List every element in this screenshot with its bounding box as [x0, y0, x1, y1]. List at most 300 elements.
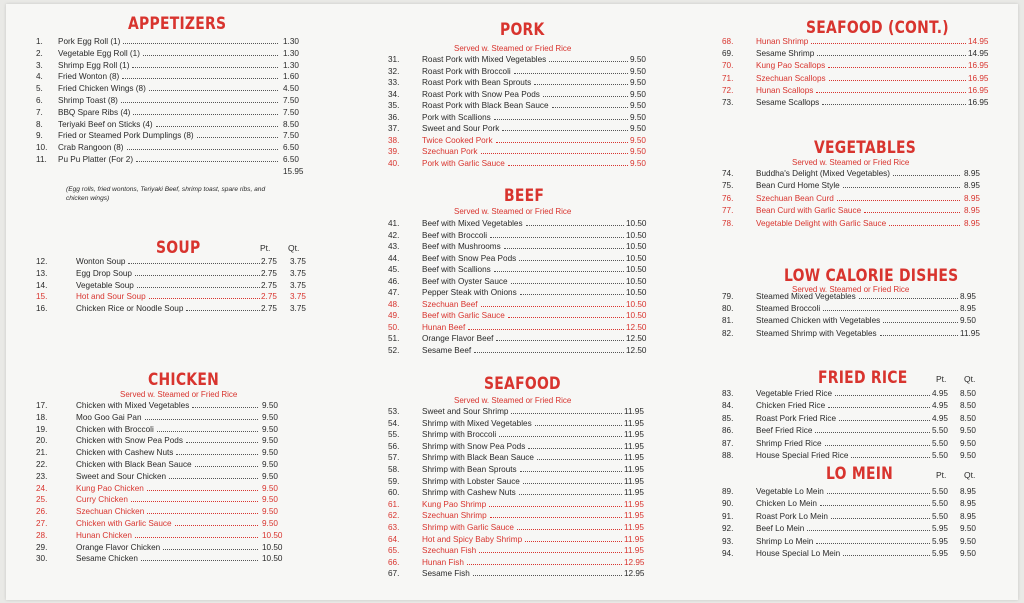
item-number: 32. — [388, 66, 400, 76]
dot-leader — [147, 513, 258, 514]
item-name: Hunan Chicken — [76, 530, 132, 540]
item-price-pint: 5.95 — [932, 524, 948, 534]
item-name: Shrimp Toast (8) — [58, 95, 118, 105]
item-name: Steamed Chicken with Vegetables — [756, 316, 881, 326]
item-name: Roast Pork with Bean Sprouts — [422, 78, 532, 87]
menu-item-row — [388, 66, 653, 78]
item-price: 8.95 — [960, 304, 976, 314]
item-price: 8.95 — [964, 181, 980, 191]
item-number: 64. — [388, 534, 400, 544]
menu-item-row — [388, 499, 653, 511]
item-price: 11.95 — [624, 453, 644, 463]
item-price: 8.95 — [964, 218, 980, 228]
item-price-quart: 8.95 — [960, 511, 976, 521]
item-number: 30. — [36, 554, 48, 564]
item-name: Kung Pao Scallops — [756, 61, 826, 71]
item-price: 9.50 — [262, 507, 278, 517]
item-name: Sweet and Sour Chicken — [76, 471, 167, 481]
item-number: 48. — [388, 299, 400, 309]
item-name: Shrimp Fried Rice — [756, 438, 822, 448]
menu-item-row — [36, 268, 316, 280]
item-number: 22. — [36, 459, 48, 469]
vegetables-subtitle: Served w. Steamed or Fried Rice — [792, 158, 910, 167]
item-price: 9.50 — [630, 135, 646, 145]
item-name: Chicken with Black Bean Sauce — [76, 459, 192, 469]
menu-item-row — [722, 413, 997, 425]
item-number: 83. — [722, 389, 734, 398]
menu-item-row — [388, 406, 653, 418]
menu-item-row — [388, 429, 653, 441]
item-price: 11.95 — [624, 488, 644, 498]
item-number: 89. — [722, 487, 734, 496]
item-price: 7.50 — [283, 95, 299, 105]
item-number: 6. — [36, 95, 43, 105]
item-name: Szechuan Scallops — [756, 73, 826, 83]
item-name: Steamed Mixed Vegetables — [756, 292, 856, 301]
item-price: 7.50 — [283, 107, 299, 117]
item-number: 52. — [388, 345, 400, 355]
item-number: 87. — [722, 438, 734, 448]
item-price: 14.95 — [968, 37, 989, 46]
beef-subtitle: Served w. Steamed or Fried Rice — [454, 207, 572, 216]
item-number: 50. — [388, 322, 400, 332]
item-price-pint: 2.75 — [261, 268, 277, 278]
menu-item-row — [388, 146, 653, 158]
menu-item-row — [36, 107, 306, 119]
item-price: 10.50 — [626, 219, 647, 228]
item-name: Pork with Scallions — [422, 112, 491, 122]
item-name: Chicken with Garlic Sauce — [76, 518, 172, 528]
item-name: Wonton Soup — [76, 257, 126, 266]
item-number: 46. — [388, 276, 400, 286]
item-price: 8.95 — [960, 292, 976, 301]
soup-pt-header: Pt. — [260, 243, 271, 253]
item-number: 71. — [722, 73, 734, 83]
dot-leader — [825, 445, 930, 446]
menu-item-row — [36, 483, 316, 495]
item-name: Roast Pork Fried Rice — [756, 413, 837, 423]
item-name: Shrimp with Black Bean Sauce — [422, 453, 534, 463]
seafood-subtitle: Served w. Steamed or Fried Rice — [454, 396, 572, 405]
item-number: 73. — [722, 97, 734, 107]
item-number: 65. — [388, 546, 400, 556]
item-number: 69. — [722, 49, 734, 59]
menu-item-row — [722, 205, 997, 217]
item-price: 8.95 — [964, 193, 980, 203]
dot-leader — [494, 271, 624, 272]
item-price: 12.95 — [624, 569, 645, 579]
dot-leader — [197, 137, 278, 138]
menu-item-row — [36, 48, 306, 60]
menu-item-row — [388, 557, 653, 569]
dot-leader — [811, 43, 966, 44]
item-name: Roast Pork with Broccoli — [422, 66, 511, 76]
item-price: 11.95 — [624, 430, 644, 440]
dot-leader — [149, 90, 278, 91]
menu-item-row — [36, 412, 316, 424]
menu-item-row — [722, 425, 997, 437]
item-name: Crab Rangoon (8) — [58, 143, 124, 153]
item-name: Egg Drop Soup — [76, 268, 132, 278]
item-number: 7. — [36, 107, 43, 117]
menu-item-row — [36, 71, 306, 83]
item-name: House Special Lo Mein — [756, 548, 841, 558]
item-name: Shrimp with Snow Pea Pods — [422, 441, 526, 451]
pork-list — [388, 54, 653, 169]
item-name: Curry Chicken — [76, 495, 128, 505]
item-name: Hunan Beef — [422, 322, 466, 332]
menu-item-row — [36, 471, 316, 483]
item-name: Beef with Garlic Sauce — [422, 311, 505, 320]
item-number: 63. — [388, 522, 400, 532]
menu-item-row — [722, 85, 997, 97]
item-name: Szechuan Fish — [422, 546, 477, 556]
menu-item-row — [722, 48, 997, 60]
menu-item-row — [36, 530, 316, 542]
menu-item-row — [722, 193, 997, 205]
menu-item-row — [36, 494, 316, 506]
item-number: 13. — [36, 268, 48, 278]
item-price-quart: 9.50 — [960, 548, 976, 558]
item-number: 31. — [388, 55, 400, 64]
item-price-pint: 2.75 — [261, 280, 277, 290]
menu-item-row — [388, 230, 653, 242]
dot-leader — [137, 287, 260, 288]
dot-leader — [820, 505, 930, 506]
item-number: 38. — [388, 135, 400, 145]
item-name: Roast Pork with Black Bean Sauce — [422, 101, 549, 110]
item-name: Steamed Broccoli — [756, 304, 821, 314]
fried-rice-list — [722, 388, 997, 462]
item-price: 1.30 — [283, 37, 299, 46]
dot-leader — [883, 322, 958, 323]
dot-leader — [135, 537, 258, 538]
menu-item-row — [36, 60, 306, 72]
dot-leader — [496, 340, 624, 341]
item-number: 27. — [36, 518, 48, 528]
item-name: Roast Pork with Snow Pea Pods — [422, 89, 540, 99]
item-price: 11.95 — [624, 464, 644, 474]
lo-mein-pt-header: Pt. — [936, 470, 947, 480]
item-price: 16.95 — [968, 85, 989, 95]
item-number: 18. — [36, 412, 48, 422]
menu-item-row — [388, 253, 653, 265]
dot-leader — [511, 283, 624, 284]
seafood-cont-title: SEAFOOD (CONT.) — [806, 18, 949, 38]
item-price-pint: 5.50 — [932, 511, 948, 521]
item-number: 72. — [722, 85, 734, 95]
menu-item-row — [36, 506, 316, 518]
appetizers-title: APPETIZERS — [128, 14, 227, 34]
item-name: Roast Pork with Mixed Vegetables — [422, 55, 547, 64]
item-number: 15. — [36, 292, 48, 302]
menu-item-row — [36, 256, 316, 268]
item-name: Vegetable Lo Mein — [756, 487, 824, 496]
item-price: 9.50 — [630, 55, 646, 64]
menu-item-row — [36, 83, 306, 95]
dot-leader — [156, 126, 278, 127]
item-number: 93. — [722, 536, 734, 546]
dot-leader — [837, 200, 960, 201]
item-name: Hot and Sour Soup — [76, 292, 146, 302]
item-price-quart: 9.50 — [960, 524, 976, 534]
menu-item-row — [722, 438, 997, 450]
menu-item-row — [722, 180, 997, 192]
item-number: 37. — [388, 124, 400, 133]
item-price: 8.50 — [283, 119, 299, 129]
item-price-quart: 3.75 — [290, 292, 306, 302]
item-name: Szechuan Shrimp — [422, 511, 487, 521]
item-name: Teriyaki Beef on Sticks (4) — [58, 119, 153, 129]
dot-leader — [843, 555, 930, 556]
item-name: Vegetable Delight with Garlic Sauce — [756, 218, 887, 228]
chicken-subtitle: Served w. Steamed or Fried Rice — [120, 390, 238, 399]
item-name: Shrimp with Lobster Sauce — [422, 476, 520, 486]
item-price: 10.50 — [626, 276, 647, 286]
low-calorie-subtitle: Served w. Steamed or Fried Rice — [792, 285, 910, 294]
menu-item-row — [722, 60, 997, 72]
item-name: Kung Pao Chicken — [76, 483, 144, 493]
item-number: 36. — [388, 112, 400, 122]
dot-leader — [822, 104, 966, 105]
dot-leader — [511, 413, 622, 414]
item-price: 1.60 — [283, 72, 299, 82]
menu-item-row — [388, 77, 653, 89]
item-number: 79. — [722, 292, 734, 301]
item-price-pint: 5.50 — [932, 450, 948, 460]
menu-item-row — [388, 89, 653, 101]
item-number: 24. — [36, 483, 48, 493]
soup-list — [36, 256, 316, 315]
dot-leader — [141, 560, 258, 561]
dot-leader — [127, 149, 278, 150]
dot-leader — [468, 329, 624, 330]
item-price-pint: 4.95 — [932, 389, 948, 398]
fried-rice-pt-header: Pt. — [936, 374, 947, 384]
dot-leader — [143, 55, 278, 56]
dot-leader — [169, 478, 258, 479]
dot-leader — [135, 275, 260, 276]
item-name: Fried Wonton (8) — [58, 72, 120, 82]
item-name: Beef with Mushrooms — [422, 242, 501, 251]
pork-subtitle: Served w. Steamed or Fried Rice — [454, 44, 572, 53]
dot-leader — [508, 165, 628, 166]
item-price-quart: 8.95 — [960, 487, 976, 496]
dot-leader — [843, 187, 960, 188]
dot-leader — [149, 298, 260, 299]
menu-item-row — [722, 303, 997, 315]
dot-leader — [136, 161, 278, 162]
item-price: 11.95 — [624, 534, 644, 544]
item-price: 9.50 — [630, 158, 646, 168]
item-name: Shrimp with Broccoli — [422, 430, 497, 440]
menu-item-row — [388, 476, 653, 488]
lo-mein-list — [722, 486, 997, 560]
item-price: 11.95 — [624, 546, 644, 556]
menu-item-row — [36, 130, 306, 142]
dot-leader — [835, 395, 930, 396]
dot-leader — [552, 107, 628, 108]
menu-item-row — [388, 54, 653, 66]
dot-leader — [839, 420, 930, 421]
item-number: 1. — [36, 37, 43, 46]
menu-item-row — [388, 534, 653, 546]
item-price: 9.50 — [262, 448, 278, 458]
dot-leader — [520, 294, 624, 295]
item-price: 9.50 — [630, 147, 646, 156]
menu-item-row — [722, 168, 997, 180]
item-price: 11.95 — [624, 441, 644, 451]
menu-item-row — [36, 459, 316, 471]
item-number: 14. — [36, 280, 48, 290]
item-number: 9. — [36, 131, 43, 141]
item-number: 34. — [388, 89, 400, 99]
dot-leader — [147, 490, 258, 491]
seafood-list — [388, 406, 653, 580]
dot-leader — [827, 493, 930, 494]
item-price-pint: 2.75 — [261, 292, 277, 302]
dot-leader — [123, 43, 278, 44]
dot-leader — [145, 419, 258, 420]
dot-leader — [186, 442, 258, 443]
item-name: Beef Lo Mein — [756, 524, 805, 534]
dot-leader — [807, 530, 930, 531]
item-name: Steamed Shrimp with Vegetables — [756, 328, 877, 338]
dot-leader — [817, 55, 966, 56]
item-name: Shrimp with Cashew Nuts — [422, 488, 516, 498]
item-name: Sesame Beef — [422, 345, 472, 355]
item-name: Chicken Fried Rice — [756, 401, 826, 411]
dot-leader — [175, 525, 258, 526]
dot-leader — [504, 248, 624, 249]
menu-item-row — [388, 135, 653, 147]
menu-item-row — [722, 388, 997, 400]
item-name: Szechuan Beef — [422, 299, 478, 309]
dot-leader — [496, 142, 628, 143]
item-price-pint: 5.95 — [932, 548, 948, 558]
item-name: Pu Pu Platter (For 2) — [58, 154, 134, 164]
vegetables-list — [722, 168, 997, 230]
menu-item-row — [722, 486, 997, 498]
item-name: Chicken with Snow Pea Pods — [76, 436, 183, 446]
menu-page — [6, 4, 1018, 600]
dot-leader — [828, 67, 966, 68]
menu-item-row — [36, 424, 316, 436]
dot-leader — [829, 80, 966, 81]
item-price: 11.95 — [624, 499, 644, 509]
item-name: Pork with Garlic Sauce — [422, 158, 505, 168]
dot-leader — [543, 96, 628, 97]
item-number: 85. — [722, 413, 734, 423]
item-price: 15.95 — [283, 166, 304, 176]
item-number: 56. — [388, 441, 400, 451]
item-price: 10.50 — [626, 242, 647, 251]
item-price: 14.95 — [968, 49, 989, 59]
menu-item-row — [36, 95, 306, 107]
menu-item-row — [36, 154, 306, 166]
dot-leader — [502, 130, 628, 131]
item-number: 91. — [722, 511, 734, 521]
item-number: 82. — [722, 328, 734, 338]
item-number: 40. — [388, 158, 400, 168]
menu-item-row — [36, 142, 306, 154]
item-number: 61. — [388, 499, 400, 509]
item-number: 25. — [36, 495, 48, 505]
dot-leader — [186, 310, 260, 311]
item-number: 58. — [388, 464, 400, 474]
lo-mein-qt-header: Qt. — [964, 470, 976, 480]
dot-leader — [526, 225, 624, 226]
item-price: 11.95 — [624, 407, 644, 416]
item-price: 11.95 — [960, 328, 980, 338]
seafood-title: SEAFOOD — [484, 374, 561, 394]
item-price: 8.95 — [964, 169, 980, 178]
menu-item-row — [388, 464, 653, 476]
item-price: 9.50 — [262, 495, 278, 505]
item-name: Vegetable Egg Roll (1) — [58, 48, 140, 58]
dot-leader — [525, 541, 622, 542]
item-price-quart: 3.75 — [290, 280, 306, 290]
item-name: Beef with Broccoli — [422, 230, 488, 240]
item-number: 81. — [722, 316, 734, 326]
dot-leader — [490, 517, 622, 518]
beef-list — [388, 218, 653, 356]
item-number: 76. — [722, 193, 734, 203]
item-price: 9.50 — [262, 483, 278, 493]
item-name: Pepper Steak with Onions — [422, 288, 517, 297]
menu-item-row — [722, 291, 997, 303]
menu-item-row — [388, 345, 653, 357]
menu-item-row — [388, 310, 653, 322]
item-number: 23. — [36, 471, 48, 481]
item-price-pint: 5.50 — [932, 426, 948, 436]
item-price: 16.95 — [968, 73, 989, 83]
menu-item-row — [722, 328, 997, 340]
dot-leader — [121, 102, 278, 103]
item-name: Fried Chicken Wings (8) — [58, 84, 146, 94]
item-number: 66. — [388, 557, 400, 567]
dot-leader — [893, 175, 960, 176]
item-number: 29. — [36, 542, 48, 552]
dot-leader — [864, 212, 960, 213]
dot-leader — [519, 260, 624, 261]
item-number: 39. — [388, 147, 400, 156]
item-number: 59. — [388, 476, 400, 486]
menu-item-row — [722, 315, 997, 327]
menu-item-row — [388, 441, 653, 453]
item-price: 10.50 — [262, 554, 283, 564]
item-name: Twice Cooked Pork — [422, 135, 493, 145]
dot-leader — [195, 466, 258, 467]
item-number: 75. — [722, 181, 734, 191]
item-price: 9.50 — [262, 518, 278, 528]
menu-item-row — [388, 299, 653, 311]
item-name: Kung Pao Shrimp — [422, 499, 487, 509]
item-name: Orange Flavor Chicken — [76, 542, 161, 552]
item-price: 9.50 — [262, 436, 278, 446]
item-price-pint: 5.95 — [932, 536, 948, 546]
menu-item-row — [36, 280, 316, 292]
vegetables-title: VEGETABLES — [814, 138, 917, 158]
item-number: 54. — [388, 418, 400, 428]
item-name: Shrimp Egg Roll (1) — [58, 60, 130, 70]
menu-item-row — [722, 73, 997, 85]
item-price-quart: 9.50 — [960, 426, 976, 436]
item-number: 33. — [388, 78, 400, 87]
item-name: Sweet and Sour Pork — [422, 124, 500, 133]
item-number: 92. — [722, 524, 734, 534]
item-name: Orange Flavor Beef — [422, 334, 494, 343]
